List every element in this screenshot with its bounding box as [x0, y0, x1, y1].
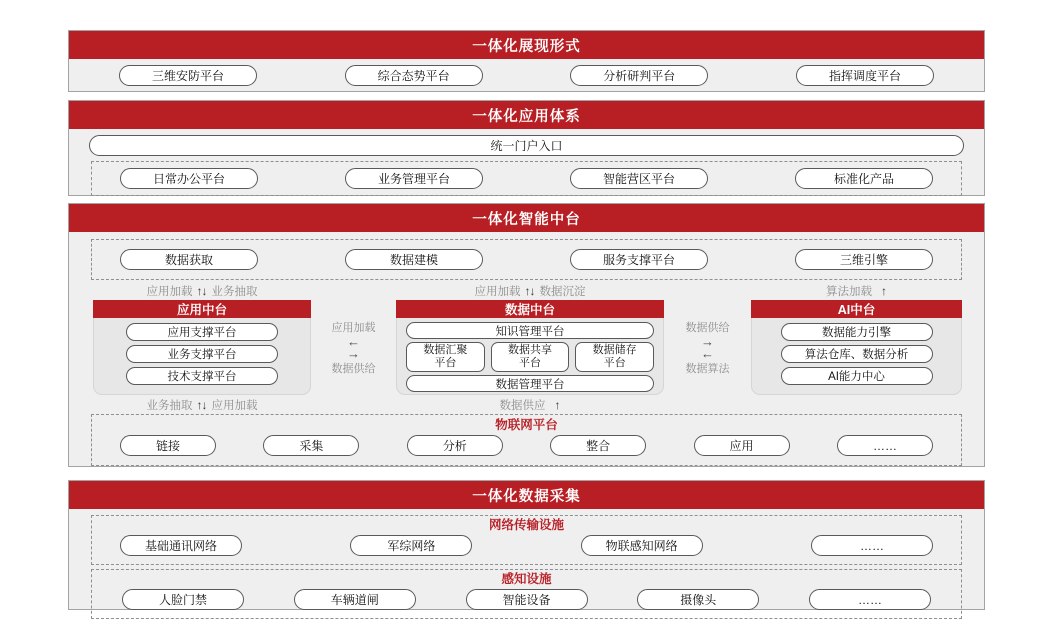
pill-military-network: 军综网络 — [350, 535, 472, 556]
box-data-aggregation-platform: 数据汇聚 平台 — [406, 342, 485, 372]
pill-ai-capability-center: AI能力中心 — [781, 367, 933, 385]
flow-label-app-top: 应用加载 ↑ ↓ 业务抽取 — [146, 284, 258, 298]
flow-labels-bottom — [69, 398, 984, 411]
iot-platform-box — [91, 414, 962, 466]
pill-data-modeling: 数据建模 — [345, 249, 483, 270]
pill-network-more: …… — [811, 535, 933, 556]
section-application — [68, 100, 985, 196]
pill-command-platform: 指挥调度平台 — [796, 65, 934, 86]
up-arrow-icon: ↑ — [881, 284, 887, 298]
pill-3d-engine: 三维引擎 — [795, 249, 933, 270]
pill-tech-support-platform: 技术支撑平台 — [126, 367, 278, 385]
pill-algorithm-warehouse: 算法仓库、数据分析 — [781, 345, 933, 363]
pill-knowledge-mgmt-platform: 知识管理平台 — [406, 322, 654, 339]
up-arrow-icon: ↑ — [196, 284, 203, 298]
pill-iot-more: …… — [837, 435, 933, 456]
connector-data-ai: 数据供给 → ← 数据算法 — [685, 322, 730, 375]
pill-data-acquisition: 数据获取 — [120, 249, 258, 270]
down-arrow-icon: ↓ — [201, 397, 208, 412]
right-arrow-icon: → — [347, 346, 360, 361]
pill-situation-platform: 综合态势平台 — [345, 65, 483, 86]
pill-data-capability-engine: 数据能力引擎 — [781, 323, 933, 341]
sensing-facilities-title: 感知设施 — [501, 572, 552, 586]
flow-labels-top — [69, 284, 984, 298]
flow-label-data-top: 应用加载 ↑ ↓ 数据沉淀 — [474, 284, 586, 298]
pill-app-support-platform: 应用支撑平台 — [126, 323, 278, 341]
network-facilities-box — [91, 515, 962, 565]
pill-standard-product: 标准化产品 — [795, 168, 933, 189]
section-application-title: 一体化应用体系 — [69, 101, 984, 129]
pill-sense-more: …… — [809, 589, 931, 610]
down-arrow-icon: ↓ — [529, 284, 536, 298]
pill-iot-integrate: 整合 — [550, 435, 646, 456]
pill-camera: 摄像头 — [637, 589, 759, 610]
network-facilities-title: 网络传输设施 — [488, 518, 564, 532]
right-arrow-icon: → — [701, 334, 714, 349]
middle-platform-groups — [69, 300, 984, 395]
box-data-storage-platform: 数据储存 平台 — [575, 342, 654, 372]
section-presentation — [68, 30, 985, 92]
pill-vehicle-gate: 车辆道闸 — [294, 589, 416, 610]
flow-label-app-bottom: 业务抽取 ↑ ↓ 应用加载 — [146, 397, 258, 412]
pill-unified-portal: 统一门户入口 — [89, 135, 964, 156]
pill-daily-office-platform: 日常办公平台 — [120, 168, 258, 189]
pill-iot-sensing-network: 物联感知网络 — [581, 535, 703, 556]
pill-iot-apply: 应用 — [694, 435, 790, 456]
ai-middle-platform-title: AI中台 — [751, 300, 962, 318]
pill-business-support-platform: 业务支撑平台 — [126, 345, 278, 363]
pill-analysis-platform: 分析研判平台 — [570, 65, 708, 86]
flow-label-ai-top: 算法加载 ↑ — [826, 284, 887, 298]
data-middle-platform — [396, 300, 664, 395]
left-arrow-icon: ← — [347, 334, 360, 349]
pill-iot-analyze: 分析 — [407, 435, 503, 456]
app-middle-platform-title: 应用中台 — [93, 300, 311, 318]
app-middle-platform — [93, 300, 311, 395]
application-dashed-box — [91, 161, 962, 196]
up-arrow-icon: ↑ — [196, 397, 203, 412]
capability-dashed-box — [91, 239, 962, 280]
up-arrow-icon: ↑ — [524, 284, 531, 298]
pill-face-access: 人脸门禁 — [122, 589, 244, 610]
flow-label-data-bottom: 数据供应 ↑ — [499, 397, 561, 412]
pill-iot-collect: 采集 — [263, 435, 359, 456]
pill-basic-comm-network: 基础通讯网络 — [120, 535, 242, 556]
connector-app-data: 应用加载 ← → 数据供给 — [331, 322, 376, 375]
section-middle-platform — [68, 203, 985, 467]
pill-service-support-platform: 服务支撑平台 — [570, 249, 708, 270]
iot-platform-title: 物联网平台 — [495, 418, 558, 432]
section-data-collection-title: 一体化数据采集 — [69, 481, 984, 509]
section-data-collection — [68, 480, 985, 610]
box-data-sharing-platform: 数据共享 平台 — [491, 342, 570, 372]
pill-3d-security-platform: 三维安防平台 — [119, 65, 257, 86]
ai-middle-platform — [751, 300, 962, 395]
section-presentation-title: 一体化展现形式 — [69, 31, 984, 59]
data-middle-platform-title: 数据中台 — [396, 300, 664, 318]
up-arrow-icon: ↑ — [554, 397, 561, 412]
pill-data-mgmt-platform: 数据管理平台 — [406, 375, 654, 392]
left-arrow-icon: ← — [701, 346, 714, 361]
pill-smart-device: 智能设备 — [466, 589, 588, 610]
section-middle-platform-title: 一体化智能中台 — [69, 204, 984, 232]
sensing-facilities-box — [91, 569, 962, 619]
pill-smart-camp-platform: 智能营区平台 — [570, 168, 708, 189]
presentation-pill-row — [69, 59, 984, 92]
down-arrow-icon: ↓ — [201, 284, 208, 298]
pill-iot-link: 链接 — [120, 435, 216, 456]
pill-business-mgmt-platform: 业务管理平台 — [345, 168, 483, 189]
